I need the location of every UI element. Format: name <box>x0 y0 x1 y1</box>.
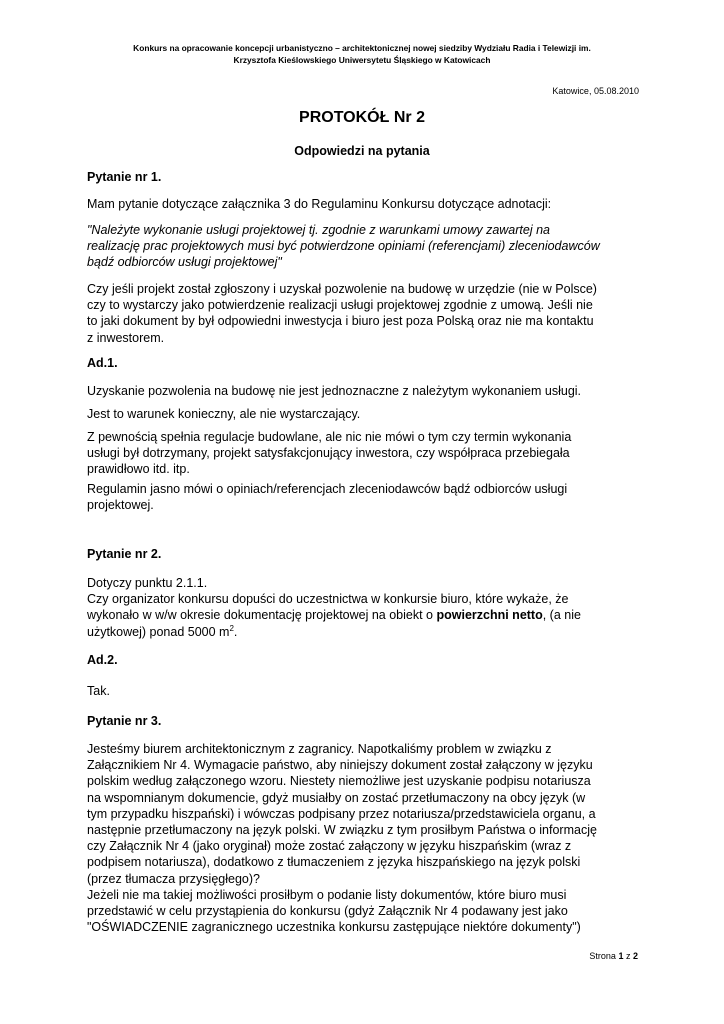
answer-2-text: Tak. <box>87 684 110 698</box>
quote-line: realizację prac projektowych musi być potwierdzone opiniami (referencjami) zleceniodawców <box>87 239 600 254</box>
quote-line: "Należyte wykonanie usługi projektowej tj. zgodnie z warunkami umowy zawartej na <box>87 223 550 237</box>
text-run: , (a nie <box>542 608 581 623</box>
answer-1-paragraph <box>87 481 657 513</box>
body-line: przedstawić w celu przystąpienia do konkursu (gdyż Załącznik Nr 4 podawany jest jako <box>87 904 568 919</box>
emphasis-text: powierzchni netto <box>436 608 543 623</box>
page-subtitle: Odpowiedzi na pytania <box>294 144 430 158</box>
body-line: prawidłowo itd. itp. <box>87 462 190 477</box>
body-line: Jesteśmy biurem architektonicznym z zagranicy. Napotkaliśmy problem w związku z <box>87 742 552 756</box>
footer-separator: z <box>623 951 633 961</box>
question-1-quote <box>87 222 657 271</box>
answer-1-paragraph: Jest to warunek konieczny, ale nie wystarczający. <box>87 407 361 421</box>
body-line: czy Załącznik Nr 4 (jako oryginał) może zostać załączony w języku hiszpańskim (wraz z <box>87 839 572 854</box>
document-date: Katowice, 05.08.2010 <box>552 86 639 96</box>
body-line: polskim według załączonego wzoru. Niestety niemożliwe jest uzyskanie podpisu notariusza <box>87 774 591 789</box>
page-number: 1 <box>618 951 624 961</box>
answer-1-paragraph <box>87 429 657 478</box>
text-run: . <box>233 624 238 639</box>
body-line: na wspomnianym dokumencie, gdyż musiałby on zostać przetłumaczony na obcy język (w <box>87 790 586 805</box>
body-line: "OŚWIADCZENIE zagranicznego uczestnika konkursu zastępujące niektóre dokumenty") <box>87 920 581 935</box>
question-1-heading: Pytanie nr 1. <box>87 170 162 184</box>
body-line: usługi był dotrzymany, projekt satysfakcjonujący inwestora, czy współpraca przebiegała <box>87 446 570 461</box>
question-1-intro: Mam pytanie dotyczące załącznika 3 do Regulaminu Konkursu dotyczące adnotacji: <box>87 197 552 211</box>
text-run: użytkowej) ponad 5000 m <box>87 624 230 639</box>
body-line: Czy jeśli projekt został zgłoszony i uzyskał pozwolenie na budowę w urzędzie (nie w Polsce) <box>87 282 597 296</box>
body-line: następnie przetłumaczony na język polski. W związku z tym prosiłbym Państwa o informację <box>87 823 597 838</box>
question-3-body <box>87 741 657 935</box>
question-1-body <box>87 281 657 346</box>
page-footer <box>589 951 638 961</box>
body-line: to jaki dokument by był odpowiedni inwestycja i biuro jest poza Polską oraz nie ma kontaktu <box>87 314 594 329</box>
body-line: projektowej. <box>87 498 154 513</box>
body-line <box>87 607 657 623</box>
question-3-heading: Pytanie nr 3. <box>87 714 162 728</box>
header-line-1: Konkurs na opracowanie koncepcji urbanistyczno – architektonicznej nowej siedziby Wydziału Radia i Telewizji im. <box>133 43 591 53</box>
body-line: Dotyczy punktu 2.1.1. <box>87 576 208 590</box>
question-2-body <box>87 575 657 640</box>
answer-2-heading: Ad.2. <box>87 653 118 667</box>
body-line: Regulamin jasno mówi o opiniach/referencjach zleceniodawców bądź odbiorców usługi <box>87 482 568 496</box>
body-line: Jeżeli nie ma takiej możliwości prosiłbym o podanie listy dokumentów, które biuro musi <box>87 887 567 902</box>
body-line: Czy organizator konkursu dopuści do uczestnictwa w konkursie biuro, które wykaże, że <box>87 592 569 607</box>
header-line-2: Krzysztofa Kieślowskiego Uniwersytetu Śląskiego w Katowicach <box>233 55 491 65</box>
body-line: z inwestorem. <box>87 330 165 345</box>
question-2-heading: Pytanie nr 2. <box>87 547 162 561</box>
document-header <box>60 42 664 66</box>
superscript: 2 <box>229 623 234 633</box>
answer-1-paragraph: Uzyskanie pozwolenia na budowę nie jest jednoznaczne z należytym wykonaniem usługi. <box>87 384 582 398</box>
text-run: wykonało w w/w okresie dokumentację projektowej na obiekt o <box>87 608 437 623</box>
body-line: Załącznikiem Nr 4. Wymagacie państwo, aby niniejszy dokument został załączony w języku <box>87 758 593 773</box>
quote-line: bądź odbiorców usługi projektowej" <box>87 255 282 270</box>
answer-1-heading: Ad.1. <box>87 356 118 370</box>
body-line: czy to wystarczy jako potwierdzenie realizacji usługi projektowej zgodnie z umową. Jeśli nie <box>87 298 593 313</box>
body-line <box>87 624 657 640</box>
body-line: podpisem notariusza), dodatkowo z tłumaczeniem z języka hiszpańskiego na język polski <box>87 855 581 870</box>
page-total: 2 <box>632 951 638 961</box>
footer-label: Strona <box>589 951 619 961</box>
body-line: tym przypadku hiszpański) i wówczas podpisany przez notariusza/przedstawiciela organu, a <box>87 806 596 821</box>
body-line: (przez tłumacza przysięgłego)? <box>87 871 260 886</box>
body-line: Z pewnością spełnia regulacje budowlane, ale nic nie mówi o tym czy termin wykonania <box>87 430 572 444</box>
page-title: PROTOKÓŁ Nr 2 <box>299 109 425 126</box>
